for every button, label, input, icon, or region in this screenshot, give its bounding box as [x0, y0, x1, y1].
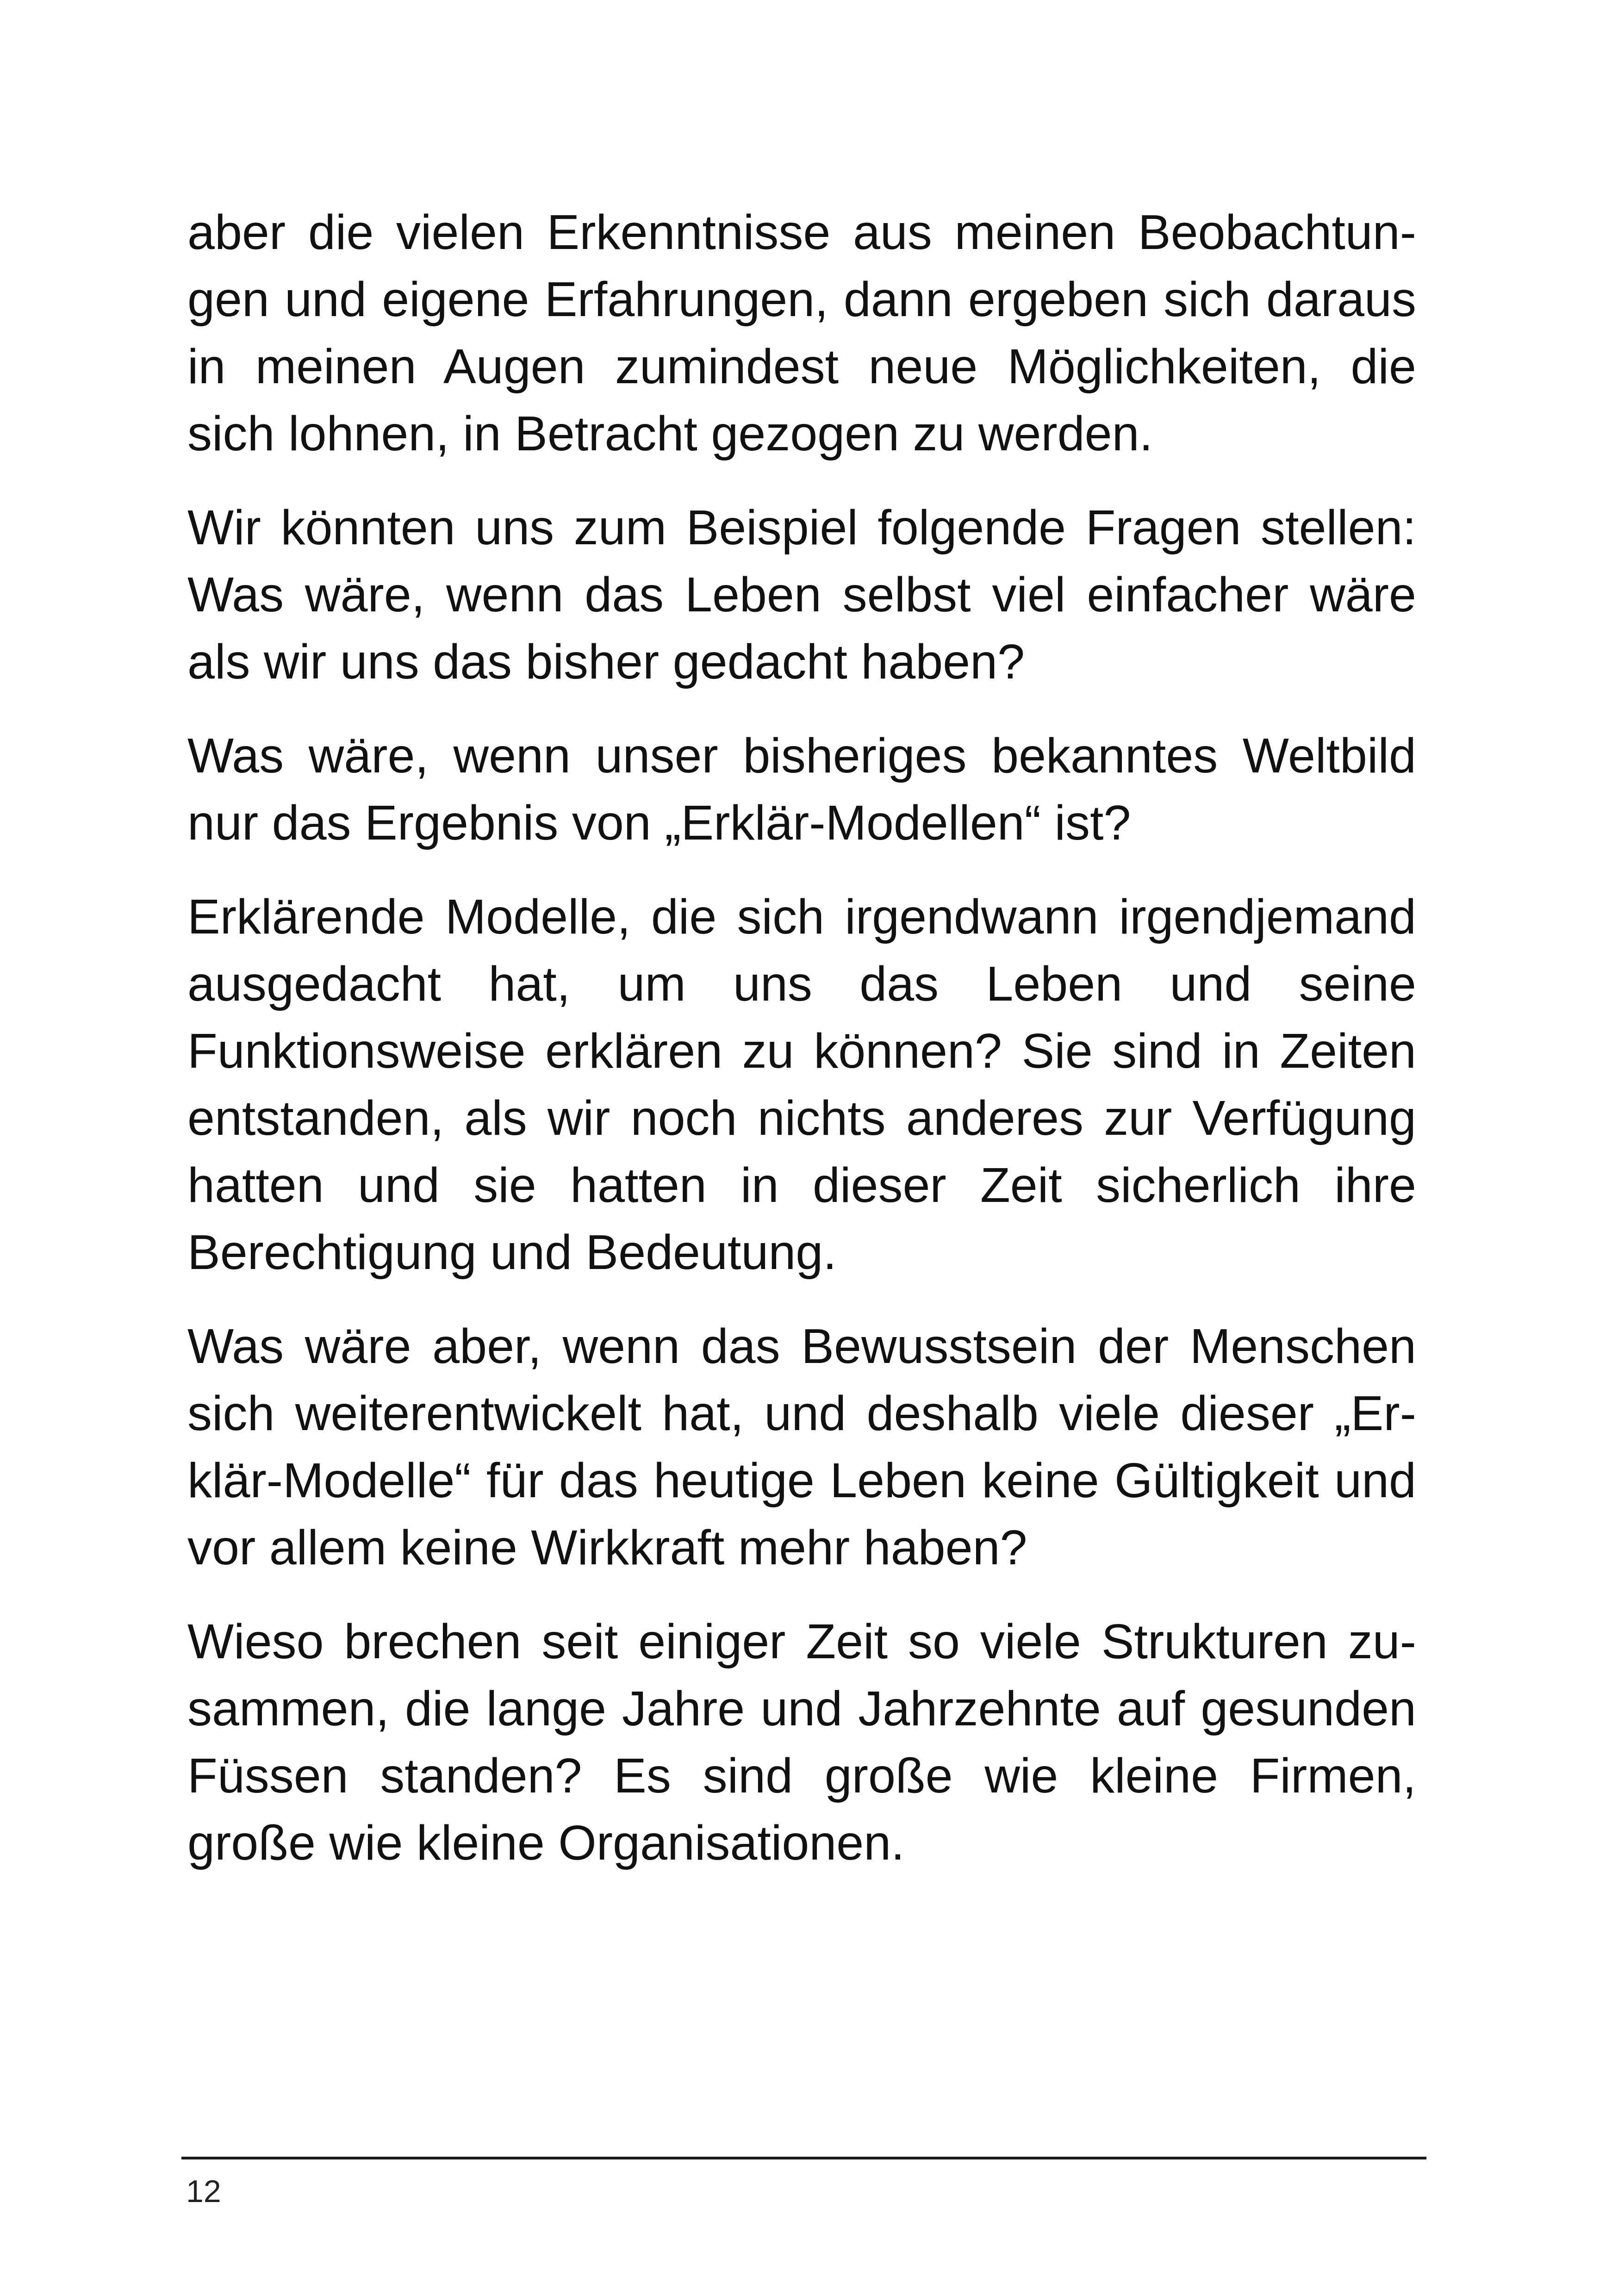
paragraph-1: aber die vielen Erkenntnisse aus meinen Beobachtungen und eigene Erfahrungen, dann ergeben sich daraus in meinen Augen zumindest neue Möglichkeiten, die sich lohnen, in Betracht gezogen zu werden.	[187, 205, 1416, 461]
paragraph-5: Was wäre aber, wenn das Bewusstsein der Menschen sich weiterentwickelt hat, und deshalb viele dieser „Erklär-Modelle“ für das heutige Leben keine Gültigkeit und vor allem keine Wirkkraft mehr haben?	[187, 1319, 1416, 1575]
paragraph-2: Wir könnten uns zum Beispiel folgende Fragen stellen: Was wäre, wenn das Leben selbst viel einfacher wäre als wir uns das bisher gedacht haben?	[187, 500, 1416, 689]
footer-divider	[181, 2157, 1426, 2159]
paragraph-3: Was wäre, wenn unser bisheriges bekanntes Weltbild nur das Ergebnis von „Erklär-Modellen“ ist?	[187, 728, 1416, 850]
page-number: 12	[186, 2174, 221, 2209]
paragraph-6: Wieso brechen seit einiger Zeit so viele Strukturen zusammen, die lange Jahre und Jahrzehnte auf gesunden Füssen standen? Es sind große wie kleine Firmen, große wie kleine Organisationen.	[187, 1614, 1416, 1870]
page-body	[187, 199, 1416, 1904]
paragraph-4: Erklärende Modelle, die sich irgendwann irgendjemand ausgedacht hat, um uns das Leben und seine Funktionsweise erklären zu können? Sie sind in Zeiten entstanden, als wir noch nichts anderes zur Verfügung hatten und sie hatten in dieser Zeit sicherlich ihre Berechtigung und Bedeutung.	[187, 890, 1416, 1280]
